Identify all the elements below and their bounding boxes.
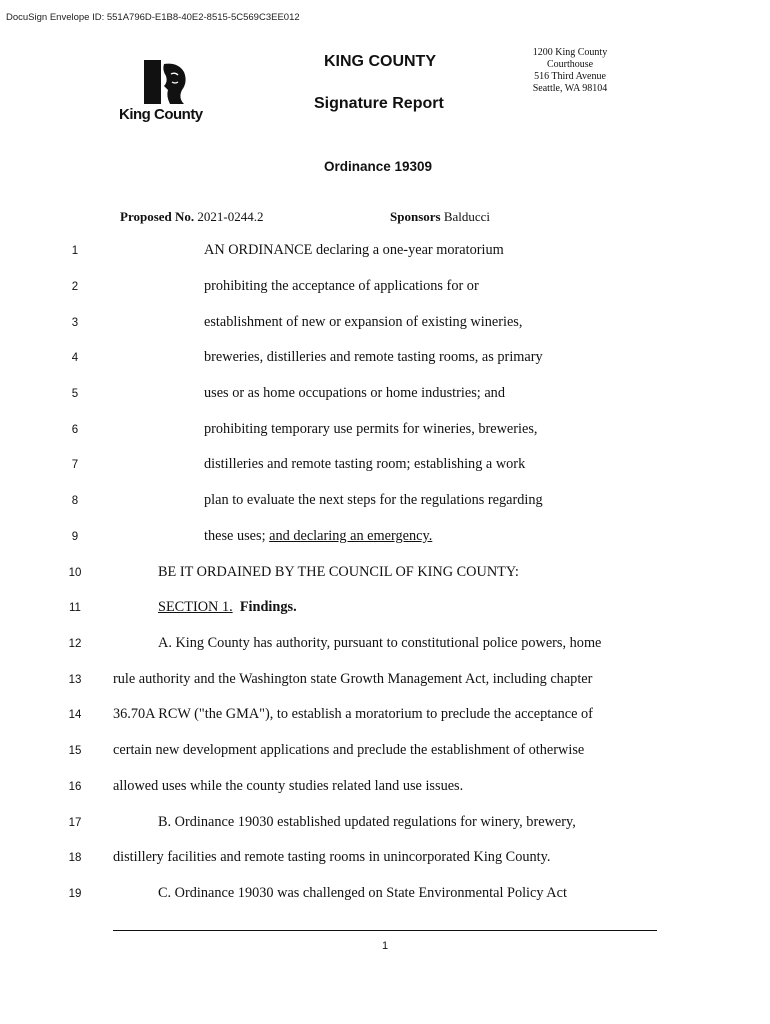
sponsors-label: Sponsors (390, 209, 441, 224)
section-title: Findings. (239, 599, 297, 615)
address-block (510, 47, 630, 95)
line-number: 4 (71, 352, 79, 364)
footer-rule (113, 930, 657, 931)
text-line: prohibiting temporary use permits for wineries, breweries, (204, 421, 538, 437)
text-line: distillery facilities and remote tasting rooms in unincorporated King County. (113, 849, 551, 865)
text-line: certain new development applications and preclude the establishment of otherwise (113, 742, 585, 758)
text-line: AN ORDINANCE declaring a one-year moratorium (204, 242, 504, 258)
section-number: SECTION 1. (158, 599, 233, 615)
line-number: 19 (68, 888, 82, 900)
text-line: A. King County has authority, pursuant to constitutional police powers, home (158, 635, 602, 651)
report-title: Signature Report (314, 95, 444, 112)
text-line: establishment of new or expansion of existing wineries, (204, 314, 523, 330)
proposed-number (120, 209, 264, 225)
line-number: 17 (68, 817, 82, 829)
text-line (204, 528, 432, 545)
line-number: 10 (68, 567, 82, 579)
page-number: 1 (381, 940, 389, 952)
text-line: BE IT ORDAINED BY THE COUNCIL OF KING COUNTY: (158, 564, 519, 580)
line-number: 15 (68, 745, 82, 757)
line-number: 16 (68, 781, 82, 793)
line-number: 1 (71, 245, 79, 257)
text-line: breweries, distilleries and remote tasting rooms, as primary (204, 349, 543, 365)
sponsors-value: Balducci (443, 209, 491, 224)
text-line: plan to evaluate the next steps for the regulations regarding (204, 492, 543, 508)
line-number: 2 (71, 281, 79, 293)
envelope-id: DocuSign Envelope ID: 551A796D-E1B8-40E2-8515-5C569C3EE012 (6, 12, 300, 23)
address-line-1: 1200 King County Courthouse (532, 47, 608, 70)
text-line: distilleries and remote tasting room; establishing a work (204, 456, 526, 472)
text-line: B. Ordinance 19030 established updated regulations for winery, brewery, (158, 814, 576, 830)
line-number: 7 (71, 459, 79, 471)
line-number: 11 (69, 602, 81, 614)
section-heading (158, 599, 297, 616)
proposed-value: 2021-0244.2 (197, 209, 264, 224)
text-line: prohibiting the acceptance of applications for or (204, 278, 479, 294)
address-line-2: 516 Third Avenue (534, 71, 606, 82)
line-number: 5 (71, 388, 79, 400)
text-line: C. Ordinance 19030 was challenged on State Environmental Policy Act (158, 885, 567, 901)
underlined-text: and declaring an emergency. (269, 528, 433, 544)
line-number: 13 (68, 674, 82, 686)
text-line: uses or as home occupations or home industries; and (204, 385, 505, 401)
proposed-label: Proposed No. (120, 209, 195, 224)
ordinance-title: Ordinance 19309 (324, 159, 433, 174)
text-segment: these uses; (204, 528, 266, 544)
sponsors (390, 209, 490, 225)
text-line: 36.70A RCW ("the GMA"), to establish a moratorium to preclude the acceptance of (113, 706, 593, 722)
text-line: rule authority and the Washington state Growth Management Act, including chapter (113, 671, 593, 687)
line-number: 3 (71, 317, 79, 329)
county-title: KING COUNTY (324, 53, 436, 70)
logo-text: King County (119, 106, 203, 123)
line-number: 14 (68, 709, 82, 721)
line-number: 6 (71, 424, 79, 436)
line-number: 8 (71, 495, 79, 507)
line-number: 18 (68, 852, 82, 864)
text-line: allowed uses while the county studies related land use issues. (113, 778, 464, 794)
line-number: 9 (71, 531, 79, 543)
address-line-3: Seattle, WA 98104 (532, 83, 608, 94)
line-number: 12 (68, 638, 82, 650)
